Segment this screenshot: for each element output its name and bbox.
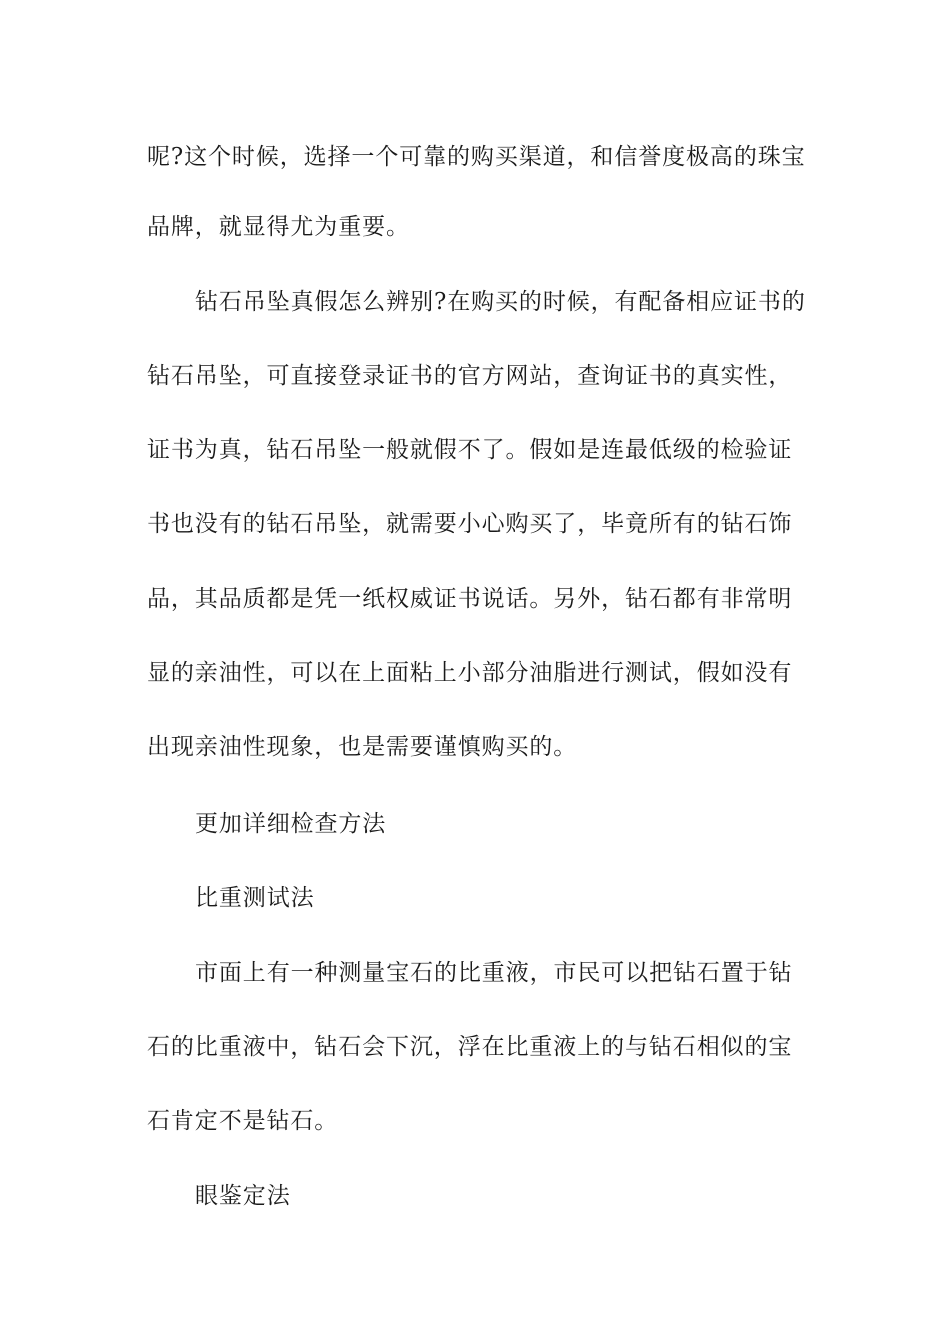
section-heading: 比重测试法 [195,885,315,911]
paragraph-line: 钻石吊坠真假怎么辨别?在购买的时候，有配备相应证书的 [195,289,806,315]
paragraph-line: 市面上有一种测量宝石的比重液，市民可以把钻石置于钻 [195,960,793,986]
section-heading: 更加详细检查方法 [195,811,387,837]
paragraph-line: 书也没有的钻石吊坠，就需要小心购买了，毕竟所有的钻石饰 [147,511,793,537]
paragraph-line: 钻石吊坠，可直接登录证书的官方网站，查询证书的真实性， [147,363,793,389]
paragraph-line: 石肯定不是钻石。 [147,1108,339,1134]
paragraph-line: 品，其品质都是凭一纸权威证书说话。另外，钻石都有非常明 [147,586,793,612]
paragraph-line: 显的亲油性，可以在上面粘上小部分油脂进行测试，假如没有 [147,660,793,686]
paragraph-line: 石的比重液中，钻石会下沉，浮在比重液上的与钻石相似的宝 [147,1034,793,1060]
paragraph-line: 呢?这个时候，选择一个可靠的购买渠道，和信誉度极高的珠宝 [147,144,806,170]
paragraph-line: 出现亲油性现象，也是需要谨慎购买的。 [147,734,578,760]
paragraph-line: 品牌，就显得尤为重要。 [147,214,410,240]
section-heading: 眼鉴定法 [195,1183,291,1209]
paragraph-line: 证书为真，钻石吊坠一般就假不了。假如是连最低级的检验证 [147,437,793,463]
